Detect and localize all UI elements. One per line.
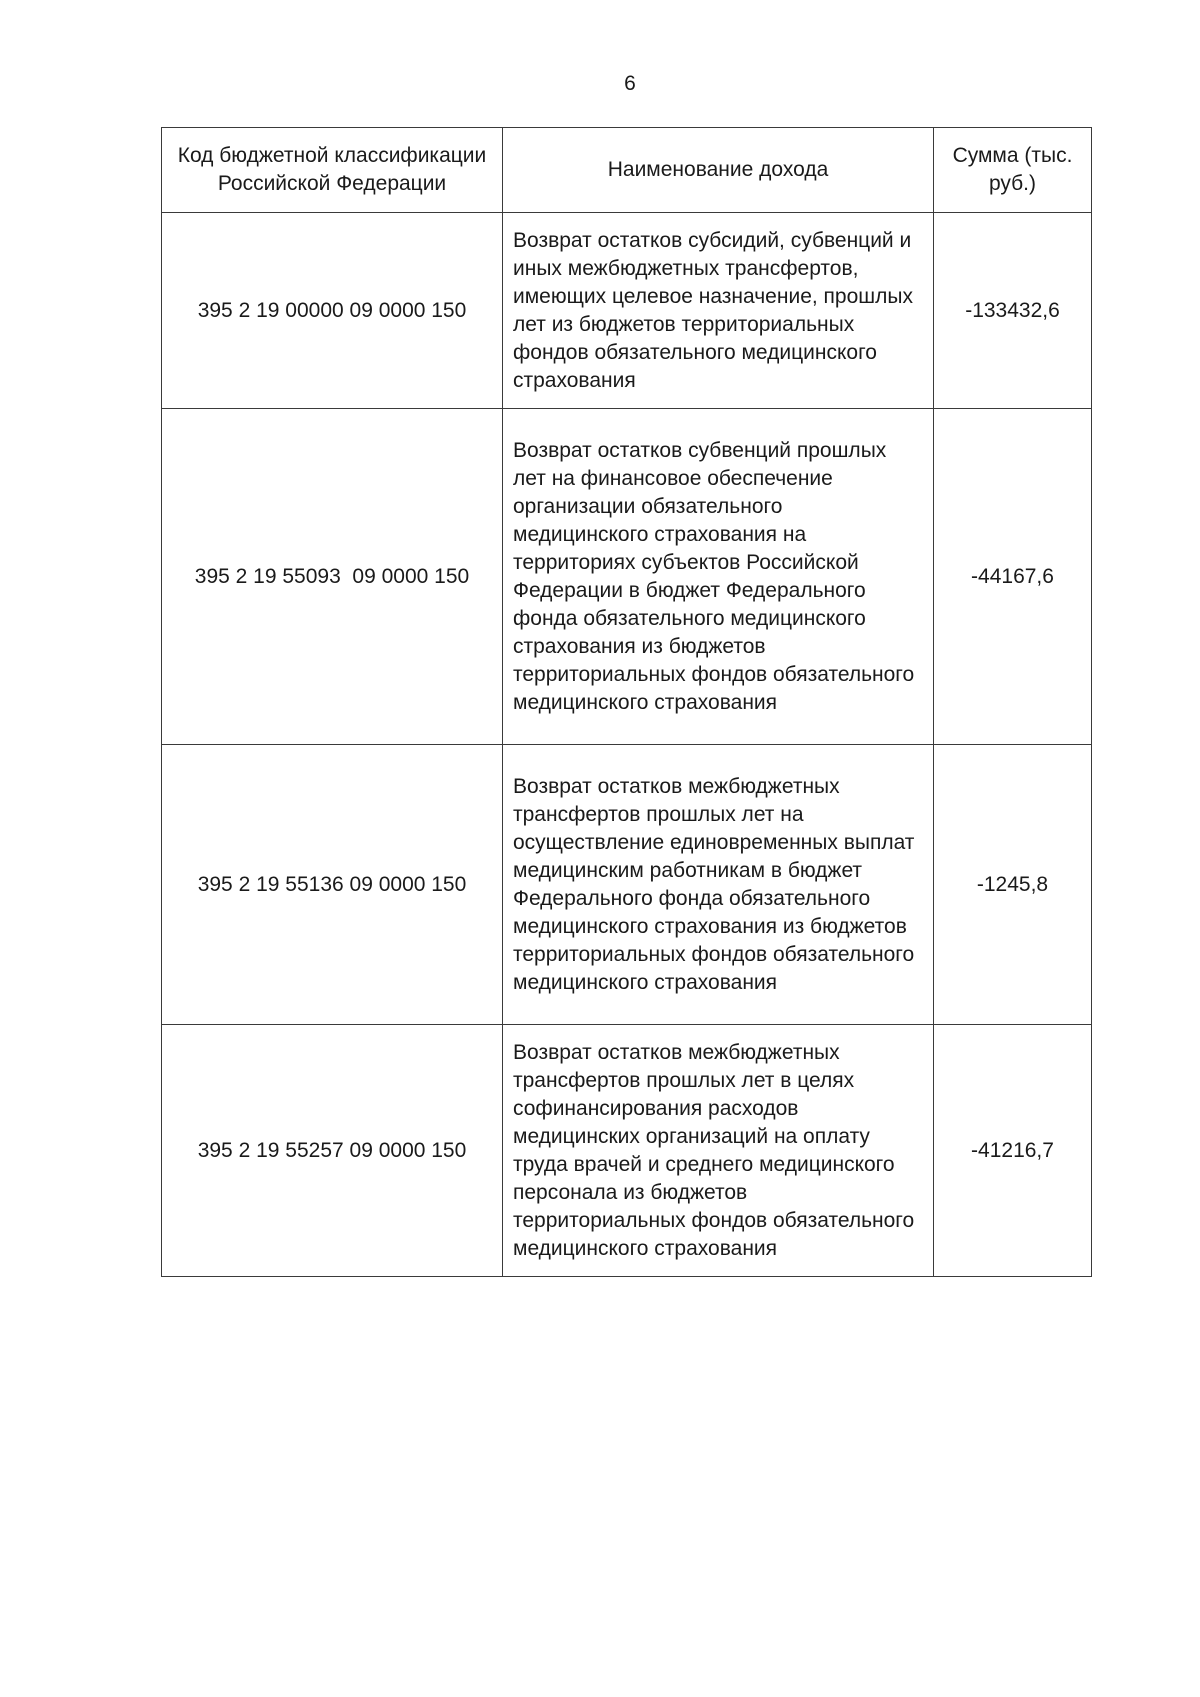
table-header-row (162, 128, 1092, 213)
row-name: Возврат остатков субсидий, субвенций и иных межбюджетных трансфертов, имеющих целевое назначение, прошлых лет из бюджетов территориальных фондов обязательного медицинского страхования (503, 213, 934, 409)
budget-table (161, 127, 1092, 1277)
table-row (162, 409, 1092, 745)
row-name: Возврат остатков межбюджетных трансфертов прошлых лет в целях софинансирования расходов медицинских организаций на оплату труда врачей и среднего медицинского персонала из бюджетов территориальных фондов обязательного медицинского страхования (503, 1025, 934, 1277)
row-sum: -44167,6 (934, 409, 1092, 745)
header-sum: Сумма (тыс. руб.) (934, 128, 1092, 213)
row-sum: -1245,8 (934, 745, 1092, 1025)
table-row (162, 1025, 1092, 1277)
row-code: 395 2 19 00000 09 0000 150 (162, 213, 503, 409)
table-row (162, 213, 1092, 409)
row-sum: -133432,6 (934, 213, 1092, 409)
row-code: 395 2 19 55093 09 0000 150 (162, 409, 503, 745)
header-name: Наименование дохода (503, 128, 934, 213)
row-name: Возврат остатков межбюджетных трансфертов прошлых лет на осуществление единовременных выплат медицинским работникам в бюджет Федерального фонда обязательного медицинского страхования из бюджетов территориальных фондов обязательного медицинского страхования (503, 745, 934, 1025)
table-row (162, 745, 1092, 1025)
header-code: Код бюджетной классификации Российской Федерации (162, 128, 503, 213)
row-name: Возврат остатков субвенций прошлых лет на финансовое обеспечение организации обязательного медицинского страхования на территориях субъектов Российской Федерации в бюджет Федерального фонда обязательного медицинского страхования из бюджетов территориальных фондов обязательного медицинского страхования (503, 409, 934, 745)
row-code: 395 2 19 55136 09 0000 150 (162, 745, 503, 1025)
row-sum: -41216,7 (934, 1025, 1092, 1277)
row-code: 395 2 19 55257 09 0000 150 (162, 1025, 503, 1277)
page-number: 6 (624, 72, 636, 95)
